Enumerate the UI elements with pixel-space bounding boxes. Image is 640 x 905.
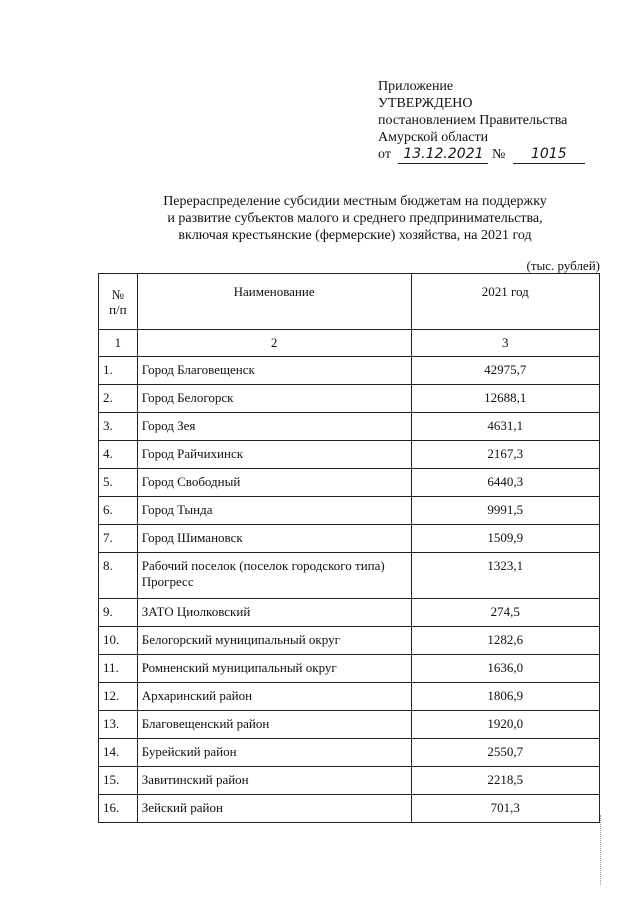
row-value: 274,5 [411, 599, 599, 627]
handwritten-date: 13.12.2021 [398, 146, 488, 164]
row-value: 42975,7 [411, 357, 599, 385]
row-number: 5. [99, 469, 138, 497]
row-name: Город Райчихинск [137, 441, 411, 469]
table-row [99, 385, 600, 413]
table-row [99, 553, 600, 599]
row-value: 6440,3 [411, 469, 599, 497]
row-number: 12. [99, 683, 138, 711]
row-value: 1323,1 [411, 553, 599, 599]
table-row [99, 627, 600, 655]
row-name: Благовещенский район [137, 711, 411, 739]
table-row [99, 711, 600, 739]
table-row [99, 739, 600, 767]
row-number: 15. [99, 767, 138, 795]
header-num-line2: п/п [109, 301, 127, 317]
row-number: 2. [99, 385, 138, 413]
row-number: 16. [99, 795, 138, 823]
title-line-1: Перераспределение субсидии местным бюджетам на поддержку [163, 194, 547, 209]
approval-region: Амурской области [378, 130, 489, 145]
row-name: Архаринский район [137, 683, 411, 711]
approval-appendix: Приложение [378, 79, 454, 94]
table-row [99, 767, 600, 795]
row-name-line2: Прогресс [141, 574, 194, 589]
table-row [99, 599, 600, 627]
subsidy-table [98, 273, 600, 823]
row-number: 8. [99, 553, 138, 599]
row-name: Зейский район [137, 795, 411, 823]
column-number-2: 2 [137, 330, 411, 357]
table-row [99, 441, 600, 469]
table-row [99, 795, 600, 823]
date-prefix: от [378, 147, 391, 162]
row-value: 1806,9 [411, 683, 599, 711]
approval-resolution: постановлением Правительства [378, 113, 568, 128]
row-name: Город Свободный [137, 469, 411, 497]
row-number: 10. [99, 627, 138, 655]
row-name: ЗАТО Циолковский [137, 599, 411, 627]
approval-approved: УТВЕРЖДЕНО [378, 96, 473, 111]
table-row [99, 357, 600, 385]
row-name: Город Шимановск [137, 525, 411, 553]
row-value: 2218,5 [411, 767, 599, 795]
row-name: Ромненский муниципальный округ [137, 655, 411, 683]
row-name [137, 553, 411, 599]
row-number: 6. [99, 497, 138, 525]
column-number-3: 3 [411, 330, 599, 357]
row-name: Город Благовещенск [137, 357, 411, 385]
row-name: Город Зея [137, 413, 411, 441]
header-year: 2021 год [411, 274, 599, 330]
row-value: 701,3 [411, 795, 599, 823]
title-line-3: включая крестьянские (фермерские) хозяйства, на 2021 год [178, 228, 532, 243]
approval-date-line [378, 146, 585, 164]
table-row [99, 497, 600, 525]
document-title [120, 193, 590, 244]
table-header-row [99, 274, 600, 330]
column-number-1: 1 [99, 330, 138, 357]
row-name: Город Тында [137, 497, 411, 525]
row-value: 2167,3 [411, 441, 599, 469]
row-name: Белогорский муниципальный округ [137, 627, 411, 655]
row-number: 3. [99, 413, 138, 441]
row-value: 4631,1 [411, 413, 599, 441]
units-label: (тыс. рублей) [526, 258, 600, 273]
table-row [99, 469, 600, 497]
row-number: 9. [99, 599, 138, 627]
table-row [99, 683, 600, 711]
handwritten-number: 1015 [513, 146, 585, 164]
scan-margin-mark [600, 815, 602, 885]
row-number: 11. [99, 655, 138, 683]
row-number: 13. [99, 711, 138, 739]
approval-block [378, 78, 585, 164]
row-name-line1: Рабочий поселок (поселок городского типа) [141, 558, 385, 573]
row-value: 1636,0 [411, 655, 599, 683]
row-value: 1282,6 [411, 627, 599, 655]
row-value: 9991,5 [411, 497, 599, 525]
table-row [99, 525, 600, 553]
row-name: Бурейский район [137, 739, 411, 767]
column-number-row [99, 330, 600, 357]
row-value: 1920,0 [411, 711, 599, 739]
row-number: 14. [99, 739, 138, 767]
row-value: 2550,7 [411, 739, 599, 767]
header-num [99, 274, 138, 330]
row-number: 7. [99, 525, 138, 553]
header-name: Наименование [137, 274, 411, 330]
table-row [99, 655, 600, 683]
number-prefix: № [491, 147, 506, 162]
title-line-2: и развитие субъектов малого и среднего предпринимательства, [167, 211, 543, 226]
row-number: 1. [99, 357, 138, 385]
row-number: 4. [99, 441, 138, 469]
row-name: Завитинский район [137, 767, 411, 795]
row-value: 12688,1 [411, 385, 599, 413]
row-name: Город Белогорск [137, 385, 411, 413]
header-num-line1: № [111, 286, 125, 302]
row-value: 1509,9 [411, 525, 599, 553]
table-row [99, 413, 600, 441]
